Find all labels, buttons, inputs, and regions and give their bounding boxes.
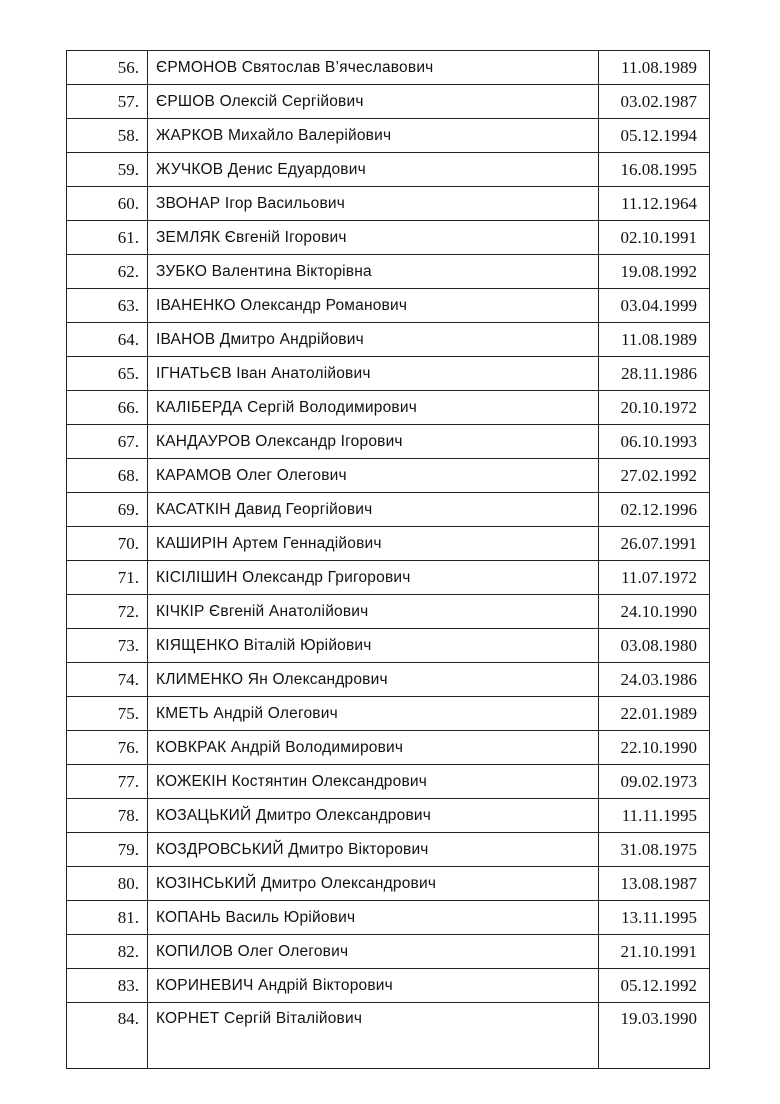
table-row xyxy=(67,51,710,85)
row-number: 83. xyxy=(67,969,148,1003)
row-number: 72. xyxy=(67,595,148,629)
table-row xyxy=(67,391,710,425)
row-number: 75. xyxy=(67,697,148,731)
row-number: 80. xyxy=(67,867,148,901)
row-number: 76. xyxy=(67,731,148,765)
table-row xyxy=(67,289,710,323)
birth-date: 03.02.1987 xyxy=(599,85,710,119)
birth-date: 11.08.1989 xyxy=(599,51,710,85)
birth-date: 22.01.1989 xyxy=(599,697,710,731)
table-row xyxy=(67,765,710,799)
birth-date: 13.08.1987 xyxy=(599,867,710,901)
row-number: 82. xyxy=(67,935,148,969)
table-row xyxy=(67,255,710,289)
table-row xyxy=(67,459,710,493)
row-number: 64. xyxy=(67,323,148,357)
table-row xyxy=(67,187,710,221)
birth-date: 22.10.1990 xyxy=(599,731,710,765)
person-name: КІЧКІР Євгеній Анатолійович xyxy=(148,595,599,629)
row-number: 62. xyxy=(67,255,148,289)
table-row xyxy=(67,731,710,765)
person-name: ЗЕМЛЯК Євгеній Ігорович xyxy=(148,221,599,255)
table-row xyxy=(67,357,710,391)
person-name: КІЯЩЕНКО Віталій Юрійович xyxy=(148,629,599,663)
row-number: 73. xyxy=(67,629,148,663)
row-number: 71. xyxy=(67,561,148,595)
birth-date: 03.08.1980 xyxy=(599,629,710,663)
person-name: КОПИЛОВ Олег Олегович xyxy=(148,935,599,969)
table-row xyxy=(67,663,710,697)
document-table-wrapper xyxy=(66,50,710,1069)
table-row xyxy=(67,153,710,187)
birth-date: 27.02.1992 xyxy=(599,459,710,493)
birth-date: 11.08.1989 xyxy=(599,323,710,357)
birth-date: 11.07.1972 xyxy=(599,561,710,595)
birth-date: 11.12.1964 xyxy=(599,187,710,221)
person-name: ЗВОНАР Ігор Васильович xyxy=(148,187,599,221)
person-name: КОВКРАК Андрій Володимирович xyxy=(148,731,599,765)
person-name: КМЕТЬ Андрій Олегович xyxy=(148,697,599,731)
person-name: КІСІЛІШИН Олександр Григорович xyxy=(148,561,599,595)
person-name: КОРНЕТ Сергій Віталійович xyxy=(148,1003,599,1069)
row-number: 77. xyxy=(67,765,148,799)
table-row xyxy=(67,1003,710,1069)
birth-date: 11.11.1995 xyxy=(599,799,710,833)
person-name: ЗУБКО Валентина Вікторівна xyxy=(148,255,599,289)
table-row xyxy=(67,629,710,663)
birth-date: 05.12.1994 xyxy=(599,119,710,153)
row-number: 63. xyxy=(67,289,148,323)
table-row xyxy=(67,323,710,357)
person-name: ІВАНЕНКО Олександр Романович xyxy=(148,289,599,323)
row-number: 61. xyxy=(67,221,148,255)
table-row xyxy=(67,85,710,119)
birth-date: 16.08.1995 xyxy=(599,153,710,187)
row-number: 65. xyxy=(67,357,148,391)
person-name: КОРИНЕВИЧ Андрій Вікторович xyxy=(148,969,599,1003)
person-name: КОЗДРОВСЬКИЙ Дмитро Вікторович xyxy=(148,833,599,867)
birth-date: 13.11.1995 xyxy=(599,901,710,935)
person-name: КОПАНЬ Василь Юрійович xyxy=(148,901,599,935)
row-number: 57. xyxy=(67,85,148,119)
person-name: ЄРШОВ Олексій Сергійович xyxy=(148,85,599,119)
person-name: ІГНАТЬЄВ Іван Анатолійович xyxy=(148,357,599,391)
row-number: 74. xyxy=(67,663,148,697)
person-name: ІВАНОВ Дмитро Андрійович xyxy=(148,323,599,357)
row-number: 56. xyxy=(67,51,148,85)
person-name: ЖУЧКОВ Денис Едуардович xyxy=(148,153,599,187)
birth-date: 02.12.1996 xyxy=(599,493,710,527)
row-number: 66. xyxy=(67,391,148,425)
person-name: КАРАМОВ Олег Олегович xyxy=(148,459,599,493)
row-number: 67. xyxy=(67,425,148,459)
birth-date: 03.04.1999 xyxy=(599,289,710,323)
persons-table xyxy=(66,50,710,1069)
table-row xyxy=(67,697,710,731)
persons-table-body xyxy=(67,51,710,1069)
table-row xyxy=(67,595,710,629)
table-row xyxy=(67,493,710,527)
birth-date: 26.07.1991 xyxy=(599,527,710,561)
row-number: 69. xyxy=(67,493,148,527)
row-number: 78. xyxy=(67,799,148,833)
row-number: 84. xyxy=(67,1003,148,1069)
birth-date: 06.10.1993 xyxy=(599,425,710,459)
row-number: 60. xyxy=(67,187,148,221)
table-row xyxy=(67,425,710,459)
birth-date: 28.11.1986 xyxy=(599,357,710,391)
table-row xyxy=(67,833,710,867)
person-name: КАШИРІН Артем Геннадійович xyxy=(148,527,599,561)
birth-date: 24.10.1990 xyxy=(599,595,710,629)
birth-date: 20.10.1972 xyxy=(599,391,710,425)
person-name: КОЗАЦЬКИЙ Дмитро Олександрович xyxy=(148,799,599,833)
birth-date: 19.03.1990 xyxy=(599,1003,710,1069)
person-name: КОЗІНСЬКИЙ Дмитро Олександрович xyxy=(148,867,599,901)
birth-date: 21.10.1991 xyxy=(599,935,710,969)
table-row xyxy=(67,901,710,935)
birth-date: 05.12.1992 xyxy=(599,969,710,1003)
person-name: КОЖЕКІН Костянтин Олександрович xyxy=(148,765,599,799)
person-name: КАСАТКІН Давид Георгійович xyxy=(148,493,599,527)
table-row xyxy=(67,867,710,901)
birth-date: 19.08.1992 xyxy=(599,255,710,289)
birth-date: 31.08.1975 xyxy=(599,833,710,867)
person-name: ЄРМОНОВ Святослав В’ячеславович xyxy=(148,51,599,85)
row-number: 59. xyxy=(67,153,148,187)
birth-date: 24.03.1986 xyxy=(599,663,710,697)
birth-date: 02.10.1991 xyxy=(599,221,710,255)
person-name: КАНДАУРОВ Олександр Ігорович xyxy=(148,425,599,459)
person-name: КАЛІБЕРДА Сергій Володимирович xyxy=(148,391,599,425)
table-row xyxy=(67,969,710,1003)
person-name: ЖАРКОВ Михайло Валерійович xyxy=(148,119,599,153)
row-number: 70. xyxy=(67,527,148,561)
person-name: КЛИМЕНКО Ян Олександрович xyxy=(148,663,599,697)
table-row xyxy=(67,221,710,255)
row-number: 81. xyxy=(67,901,148,935)
table-row xyxy=(67,527,710,561)
table-row xyxy=(67,561,710,595)
birth-date: 09.02.1973 xyxy=(599,765,710,799)
row-number: 58. xyxy=(67,119,148,153)
row-number: 68. xyxy=(67,459,148,493)
table-row xyxy=(67,935,710,969)
table-row xyxy=(67,799,710,833)
table-row xyxy=(67,119,710,153)
row-number: 79. xyxy=(67,833,148,867)
